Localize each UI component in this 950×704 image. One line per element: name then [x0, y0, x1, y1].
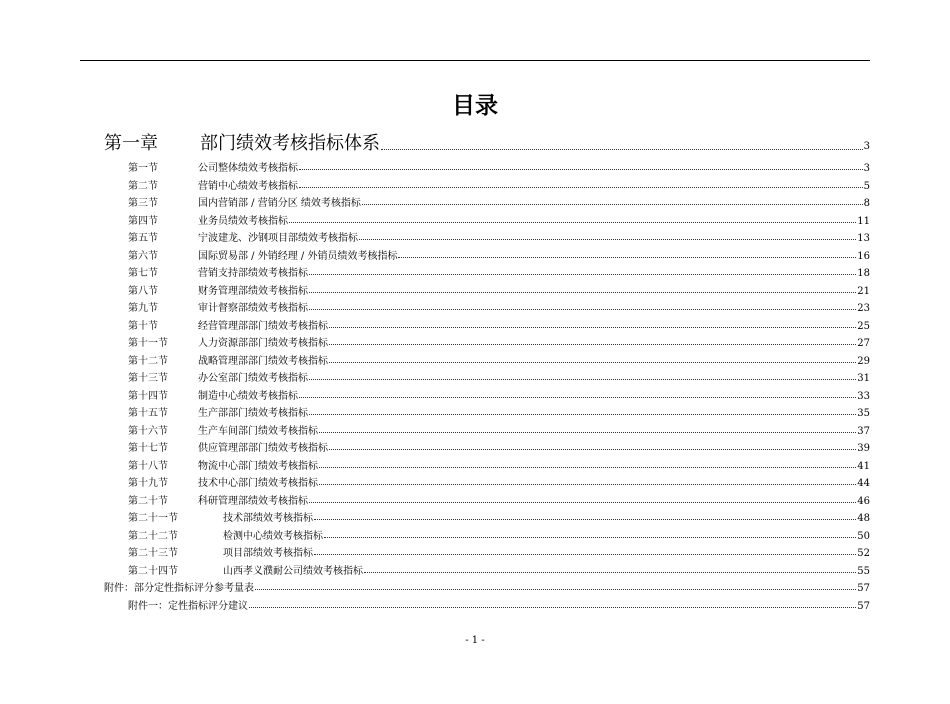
toc-section-entry[interactable] [128, 510, 870, 525]
toc-section-entry[interactable] [128, 475, 870, 490]
dot-leader [289, 222, 856, 223]
toc-section-entry[interactable] [128, 528, 870, 543]
section-page: 21 [857, 285, 870, 297]
section-page: 8 [863, 198, 870, 209]
chapter-page: 3 [863, 141, 870, 152]
dot-leader [309, 274, 856, 275]
toc-section-entry[interactable] [128, 318, 870, 333]
toc-section-entry[interactable] [128, 178, 870, 193]
toc-section-entry[interactable] [128, 458, 870, 473]
section-page: 11 [857, 215, 870, 227]
section-page: 18 [857, 268, 870, 279]
toc-section-entry[interactable] [128, 248, 870, 263]
section-number: 第一节 [128, 163, 158, 174]
section-number: 第七节 [128, 268, 158, 279]
toc-section-entry[interactable] [128, 370, 870, 385]
dot-leader [314, 554, 856, 555]
dot-leader [255, 589, 856, 590]
section-page: 46 [857, 495, 870, 507]
toc-section-entry[interactable] [128, 230, 870, 245]
section-title: 战略管理部部门绩效考核指标 [198, 355, 328, 367]
section-page: 3 [863, 163, 870, 174]
toc-section-entry[interactable] [128, 160, 870, 175]
dot-leader [299, 187, 863, 188]
section-title: 业务员绩效考核指标 [198, 215, 288, 227]
section-number: 第三节 [128, 198, 158, 209]
section-number: 第二十三节 [128, 548, 178, 559]
section-page: 5 [863, 180, 870, 192]
section-title: 办公室部门绩效考核指标 [198, 373, 308, 384]
chapter-number: 第一章 [104, 133, 158, 154]
section-title: 物流中心部门绩效考核指标 [198, 460, 318, 472]
toc-section-entry[interactable] [128, 195, 870, 210]
dot-leader [362, 204, 863, 205]
section-number: 第二十节 [128, 495, 168, 507]
section-page: 33 [857, 390, 870, 402]
toc-appendix-entry[interactable] [104, 580, 870, 595]
section-title: 营销支持部绩效考核指标 [198, 268, 308, 279]
section-title: 生产车间部门绩效考核指标 [198, 425, 318, 437]
section-title: 检测中心绩效考核指标 [223, 530, 323, 542]
section-number: 第十四节 [128, 390, 168, 402]
section-title: 国内营销部 / 营销分区 绩效考核指标 [198, 198, 361, 209]
section-number: 第十节 [128, 320, 158, 332]
section-number: 第五节 [128, 233, 158, 244]
toc-chapter-entry[interactable] [104, 131, 870, 155]
section-page: 52 [857, 548, 870, 559]
section-page: 16 [857, 250, 870, 262]
toc-section-entry[interactable] [128, 388, 870, 403]
section-page: 41 [857, 460, 870, 472]
section-page: 27 [857, 338, 870, 349]
section-page: 57 [857, 583, 870, 594]
section-number: 第八节 [128, 285, 158, 297]
toc-section-entry[interactable] [128, 300, 870, 315]
dot-leader [319, 467, 856, 468]
dot-leader [249, 607, 856, 608]
section-title: 宁波建龙、沙钢项目部绩效考核指标 [198, 233, 358, 244]
section-title: 经营管理部部门绩效考核指标 [198, 320, 328, 332]
section-page: 31 [857, 373, 870, 384]
section-number: 第十三节 [128, 373, 168, 384]
section-title: 公司整体绩效考核指标 [198, 163, 298, 174]
section-title: 项目部绩效考核指标 [223, 548, 313, 559]
section-page: 35 [857, 408, 870, 419]
section-page: 44 [857, 478, 870, 489]
dot-leader [329, 327, 856, 328]
dot-leader [359, 239, 856, 240]
toc-section-entry[interactable] [128, 265, 870, 280]
section-number: 第六节 [128, 250, 158, 262]
dot-leader [329, 449, 856, 450]
section-title: 生产部部门绩效考核指标 [198, 408, 308, 419]
section-page: 50 [857, 530, 870, 542]
section-title: 人力资源部部门绩效考核指标 [198, 338, 328, 349]
section-number: 第四节 [128, 215, 158, 227]
section-number: 第二十四节 [128, 565, 178, 577]
dot-leader [299, 169, 863, 170]
toc-section-entry[interactable] [128, 563, 870, 578]
toc-section-entry[interactable] [128, 213, 870, 228]
section-number: 第十二节 [128, 355, 168, 367]
section-title: 附件一：定性指标评分建议 [128, 600, 248, 612]
dot-leader [299, 397, 856, 398]
toc-section-entry[interactable] [128, 423, 870, 438]
section-number: 第十八节 [128, 460, 168, 472]
dot-leader [309, 414, 856, 415]
section-number: 第二节 [128, 180, 158, 192]
chapter-title: 部门绩效考核指标体系 [200, 133, 380, 154]
dot-leader [329, 344, 856, 345]
dot-leader [314, 519, 856, 520]
toc-section-entry[interactable] [128, 545, 870, 560]
toc-section-entry[interactable] [128, 440, 870, 455]
section-title: 财务管理部绩效考核指标 [198, 285, 308, 297]
section-title: 附件：部分定性指标评分参考量表 [104, 583, 254, 594]
section-page: 25 [857, 320, 870, 332]
section-title: 科研管理部绩效考核指标 [198, 495, 308, 507]
section-page: 29 [857, 355, 870, 367]
toc-section-entry[interactable] [128, 493, 870, 508]
dot-leader [364, 572, 856, 573]
section-title: 营销中心绩效考核指标 [198, 180, 298, 192]
toc-section-entry[interactable] [128, 335, 870, 350]
section-number: 第十七节 [128, 443, 168, 454]
dot-leader [309, 309, 856, 310]
section-page: 37 [857, 425, 870, 437]
section-page: 57 [857, 600, 870, 612]
section-number: 第十六节 [128, 425, 168, 437]
dot-leader [329, 362, 856, 363]
dot-leader [398, 257, 856, 258]
section-number: 第十一节 [128, 338, 168, 349]
section-title: 制造中心绩效考核指标 [198, 390, 298, 402]
section-page: 48 [857, 513, 870, 524]
dot-leader [319, 484, 856, 485]
header-rule [80, 60, 870, 61]
toc-section-entry[interactable] [128, 353, 870, 368]
section-title: 技术中心部门绩效考核指标 [198, 478, 318, 489]
section-title: 技术部绩效考核指标 [223, 513, 313, 524]
dot-leader [309, 379, 856, 380]
section-page: 13 [857, 233, 870, 244]
section-number: 第十五节 [128, 408, 168, 419]
section-title: 供应管理部部门绩效考核指标 [198, 443, 328, 454]
toc-appendix-sub-entry[interactable] [128, 598, 870, 613]
section-page: 23 [857, 303, 870, 314]
section-page: 55 [857, 565, 870, 577]
section-title: 山西孝义濮耐公司绩效考核指标 [223, 565, 363, 577]
section-number: 第二十二节 [128, 530, 178, 542]
toc-section-entry[interactable] [128, 405, 870, 420]
toc-section-entry[interactable] [128, 283, 870, 298]
page-footer-number: - 1 - [465, 635, 485, 646]
section-title: 国际贸易部 / 外销经理 / 外销员绩效考核指标 [198, 250, 398, 262]
dot-leader [309, 502, 856, 503]
dot-leader [381, 149, 863, 150]
section-page: 39 [857, 443, 870, 454]
dot-leader [309, 292, 856, 293]
section-number: 第九节 [128, 303, 158, 314]
section-number: 第二十一节 [128, 513, 178, 524]
dot-leader [319, 432, 856, 433]
toc-heading: 目录 [452, 93, 498, 119]
section-title: 审计督察部绩效考核指标 [198, 303, 308, 314]
section-number: 第十九节 [128, 478, 168, 489]
dot-leader [324, 537, 856, 538]
